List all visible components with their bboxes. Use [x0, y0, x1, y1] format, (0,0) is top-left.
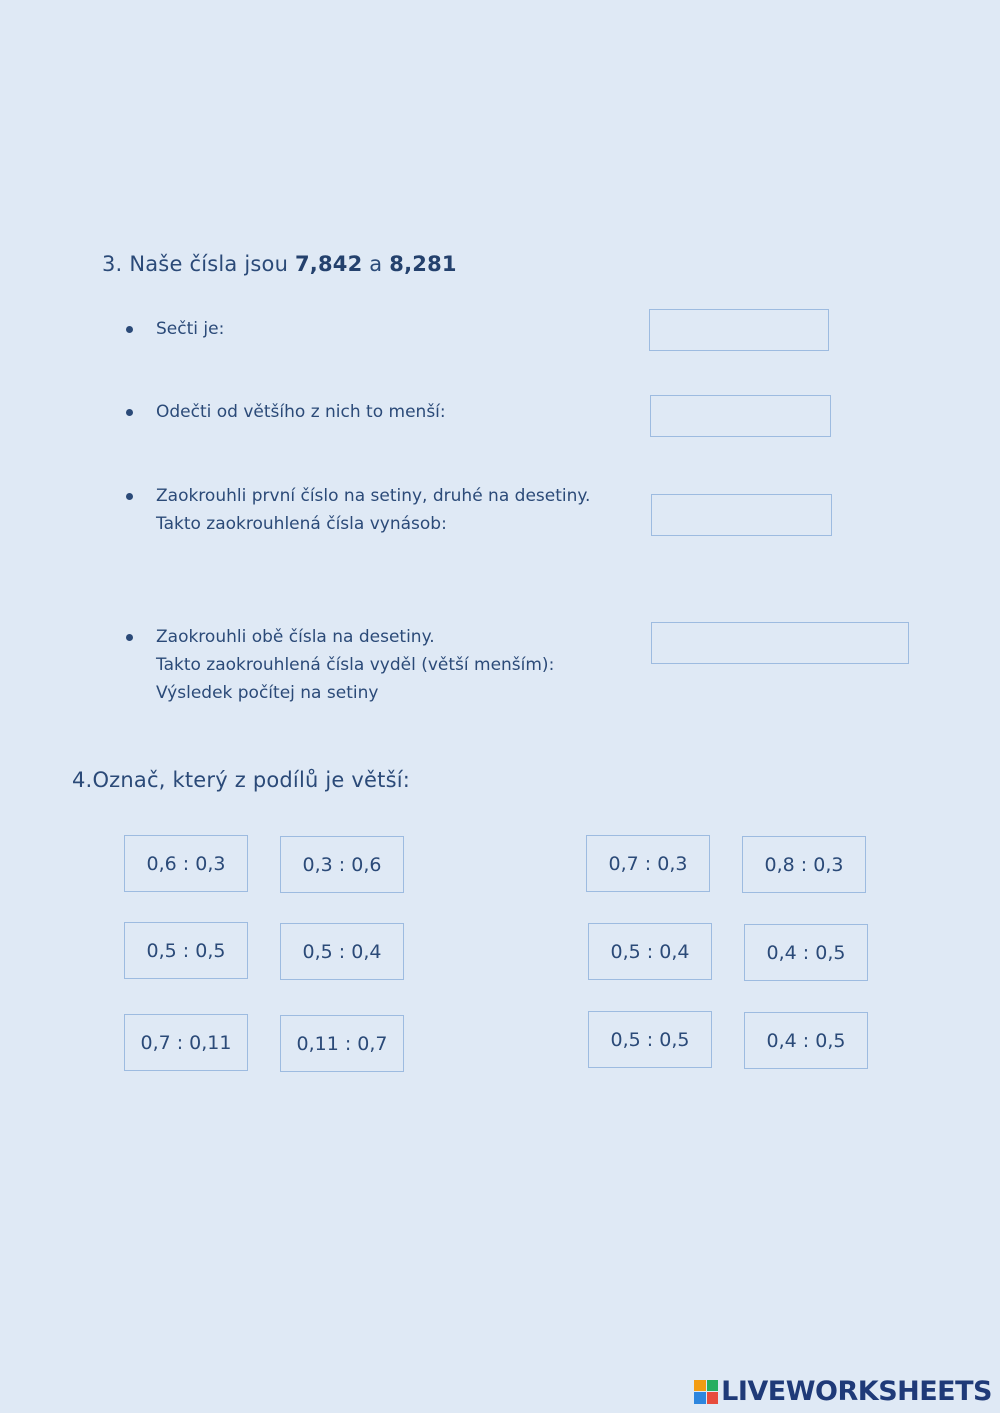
- quotient-choice[interactable]: 0,5 : 0,4: [280, 923, 404, 980]
- task3-intro: Naše čísla jsou: [129, 252, 289, 276]
- logo-mark-square: [707, 1380, 719, 1392]
- task3-num2: 8,281: [389, 252, 457, 276]
- quotient-choice[interactable]: 0,5 : 0,5: [124, 922, 248, 979]
- quotient-choice[interactable]: 0,11 : 0,7: [280, 1015, 404, 1072]
- quotient-choice[interactable]: 0,6 : 0,3: [124, 835, 248, 892]
- quotient-choice[interactable]: 0,3 : 0,6: [280, 836, 404, 893]
- bullet-dot: [126, 634, 133, 641]
- answer-sum-input[interactable]: [649, 309, 829, 351]
- answer-difference-input[interactable]: [650, 395, 831, 437]
- logo-text: LIVEWORKSHEETS: [721, 1376, 992, 1407]
- task3-item-4-line-2: Takto zaokrouhlená čísla vyděl (větší menším):: [156, 655, 555, 675]
- quotient-choice[interactable]: 0,7 : 0,3: [586, 835, 710, 892]
- task3-item-2: [156, 398, 446, 426]
- task3-item-4: [156, 623, 554, 707]
- answer-product-input[interactable]: [651, 494, 832, 536]
- quotient-choice[interactable]: 0,5 : 0,5: [588, 1011, 712, 1068]
- task3-item-3-line-1: Zaokrouhli první číslo na setiny, druhé na desetiny.: [156, 486, 591, 506]
- quotient-choice[interactable]: 0,8 : 0,3: [742, 836, 866, 893]
- quotient-choice[interactable]: 0,7 : 0,11: [124, 1014, 248, 1071]
- task3-item-3-line-2: Takto zaokrouhlená čísla vynásob:: [156, 514, 447, 534]
- task3-item-4-line-1: Zaokrouhli obě čísla na desetiny.: [156, 627, 435, 647]
- quotient-choice[interactable]: 0,4 : 0,5: [744, 924, 868, 981]
- quotient-choice[interactable]: 0,5 : 0,4: [588, 923, 712, 980]
- task3-item-2-line-1: Odečti od většího z nich to menší:: [156, 402, 446, 422]
- logo-mark-square: [694, 1392, 706, 1404]
- task3-item-1-line-1: Sečti je:: [156, 319, 225, 339]
- task3-num1: 7,842: [294, 252, 363, 276]
- task3-number: 3.: [102, 252, 123, 276]
- quotient-choice[interactable]: 0,4 : 0,5: [744, 1012, 868, 1069]
- task3-item-4-line-3: Výsledek počítej na setiny: [156, 683, 379, 703]
- logo-mark-icon: [694, 1380, 718, 1404]
- liveworksheets-logo: [694, 1376, 992, 1407]
- task4-title: Označ, který z podílů je větší:: [92, 768, 411, 792]
- task3-item-1: [156, 315, 224, 343]
- task3-heading: [102, 252, 457, 276]
- bullet-dot: [126, 493, 133, 500]
- task3-conj: a: [369, 252, 383, 276]
- bullet-dot: [126, 326, 133, 333]
- task4-number: 4.: [72, 768, 93, 792]
- bullet-dot: [126, 409, 133, 416]
- task3-item-3: [156, 482, 590, 538]
- logo-mark-square: [707, 1392, 719, 1404]
- task4-heading: [72, 768, 410, 792]
- answer-quotient-input[interactable]: [651, 622, 909, 664]
- logo-mark-square: [694, 1380, 706, 1392]
